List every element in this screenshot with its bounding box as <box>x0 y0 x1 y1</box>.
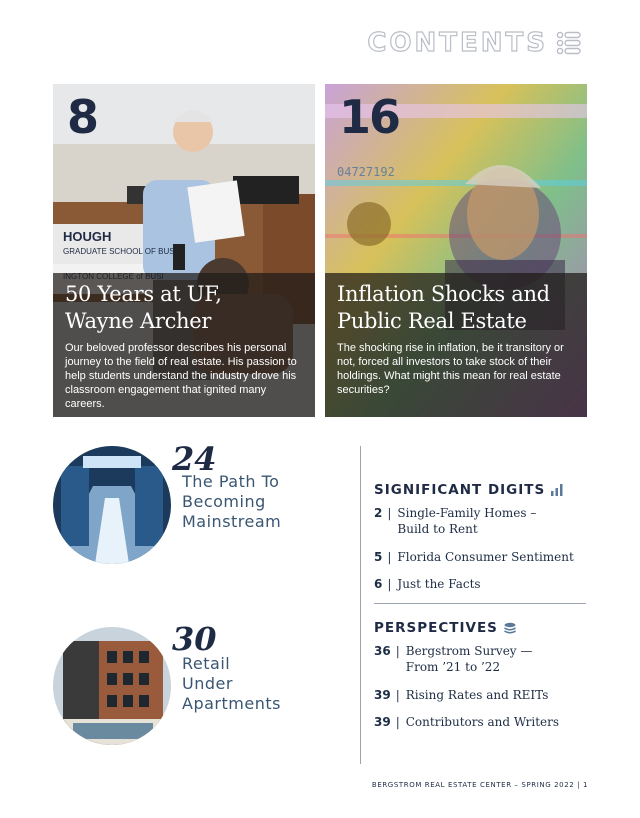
footer-text: BERGSTROM REAL ESTATE CENTER – SPRING 2022 <box>371 781 575 789</box>
photo-sign-text-2: GRADUATE SCHOOL OF BUS <box>63 247 175 256</box>
section-heading-text: SIGNIFICANT DIGITS <box>374 482 546 498</box>
toc-label-line: Single-Family Homes – <box>397 506 537 520</box>
story-title <box>182 654 281 714</box>
story-title-line: Retail Under <box>182 654 233 693</box>
story-page-number: 30 <box>172 620 217 658</box>
feature-overlay <box>325 273 587 417</box>
footer-page-number: 1 <box>582 781 588 789</box>
page-footer <box>372 781 588 789</box>
feature-title-line: Wayne Archer <box>65 309 212 333</box>
photo-serial-text: 04727192 <box>337 165 395 179</box>
toc-label: Contributors and Writers <box>405 715 560 729</box>
photo-sign-text-1: HOUGH <box>63 229 112 244</box>
toc-label <box>406 643 533 675</box>
toc-label-line: Bergstrom Survey — <box>405 644 533 658</box>
feature-title <box>337 281 575 335</box>
feature-title-line: Public Real Estate <box>337 309 527 333</box>
toc-page-number: 2 <box>374 506 383 520</box>
sidebar-divider <box>374 603 586 604</box>
story-title-line: Becoming <box>182 492 266 511</box>
bar-chart-icon <box>551 484 563 496</box>
toc-page-number: 5 <box>374 550 383 564</box>
footer-separator: | <box>577 781 581 789</box>
feature-summary: Our beloved professor describes his personal journey to the field of real estate. His passion to help students understand the industry drove his classroom engagement that ignited many careers. <box>65 342 297 410</box>
toc-separator: | <box>395 715 400 729</box>
feature-summary: The shocking rise in inflation, be it transitory or not, forced all investors to take stock of their holdings. What might this mean for real estate securities? <box>337 342 564 396</box>
toc-entry[interactable] <box>374 549 594 565</box>
contents-header <box>367 28 582 58</box>
feature-card-archer[interactable] <box>53 84 315 417</box>
significant-digits-heading <box>374 482 563 498</box>
toc-separator: | <box>387 506 392 520</box>
photo-data-center <box>53 446 171 564</box>
feature-title-line: 50 Years at UF, <box>65 282 222 306</box>
feature-page-number: 8 <box>67 90 98 144</box>
feature-title <box>65 281 303 335</box>
toc-page-number: 39 <box>374 688 391 702</box>
feature-card-inflation[interactable] <box>325 84 587 417</box>
perspectives-heading <box>374 620 516 636</box>
photo-apartment-building <box>53 627 171 745</box>
toc-separator: | <box>387 550 392 564</box>
toc-separator: | <box>395 644 400 658</box>
story-title-line: Mainstream <box>182 512 282 531</box>
toc-label <box>397 505 536 537</box>
story-title <box>182 472 281 532</box>
story-title-line: The Path To <box>182 472 280 491</box>
toc-separator: | <box>387 577 392 591</box>
column-divider <box>360 446 361 764</box>
section-heading-text: PERSPECTIVES <box>374 620 498 636</box>
toc-entry[interactable] <box>374 643 594 675</box>
feature-overlay <box>53 273 315 417</box>
story-page-number: 24 <box>172 440 217 478</box>
toc-page-number: 39 <box>374 715 391 729</box>
toc-label: Florida Consumer Sentiment <box>397 550 574 564</box>
story-title-line: Apartments <box>182 694 281 713</box>
feature-title-line: Inflation Shocks and <box>337 282 550 306</box>
list-icon <box>556 30 582 56</box>
toc-page-number: 6 <box>374 577 383 591</box>
toc-entry[interactable] <box>374 576 594 592</box>
feature-page-number: 16 <box>339 90 400 144</box>
toc-entry[interactable] <box>374 714 594 730</box>
layers-icon <box>504 622 516 634</box>
toc-label: Rising Rates and REITs <box>405 688 549 702</box>
page-title: CONTENTS <box>367 28 548 58</box>
toc-label-line: Build to Rent <box>397 522 478 536</box>
toc-label-line: From ’21 to ’22 <box>405 660 501 674</box>
toc-separator: | <box>395 688 400 702</box>
toc-entry[interactable] <box>374 505 594 537</box>
toc-label: Just the Facts <box>397 577 481 591</box>
toc-page-number: 36 <box>374 644 391 658</box>
toc-entry[interactable] <box>374 687 594 703</box>
